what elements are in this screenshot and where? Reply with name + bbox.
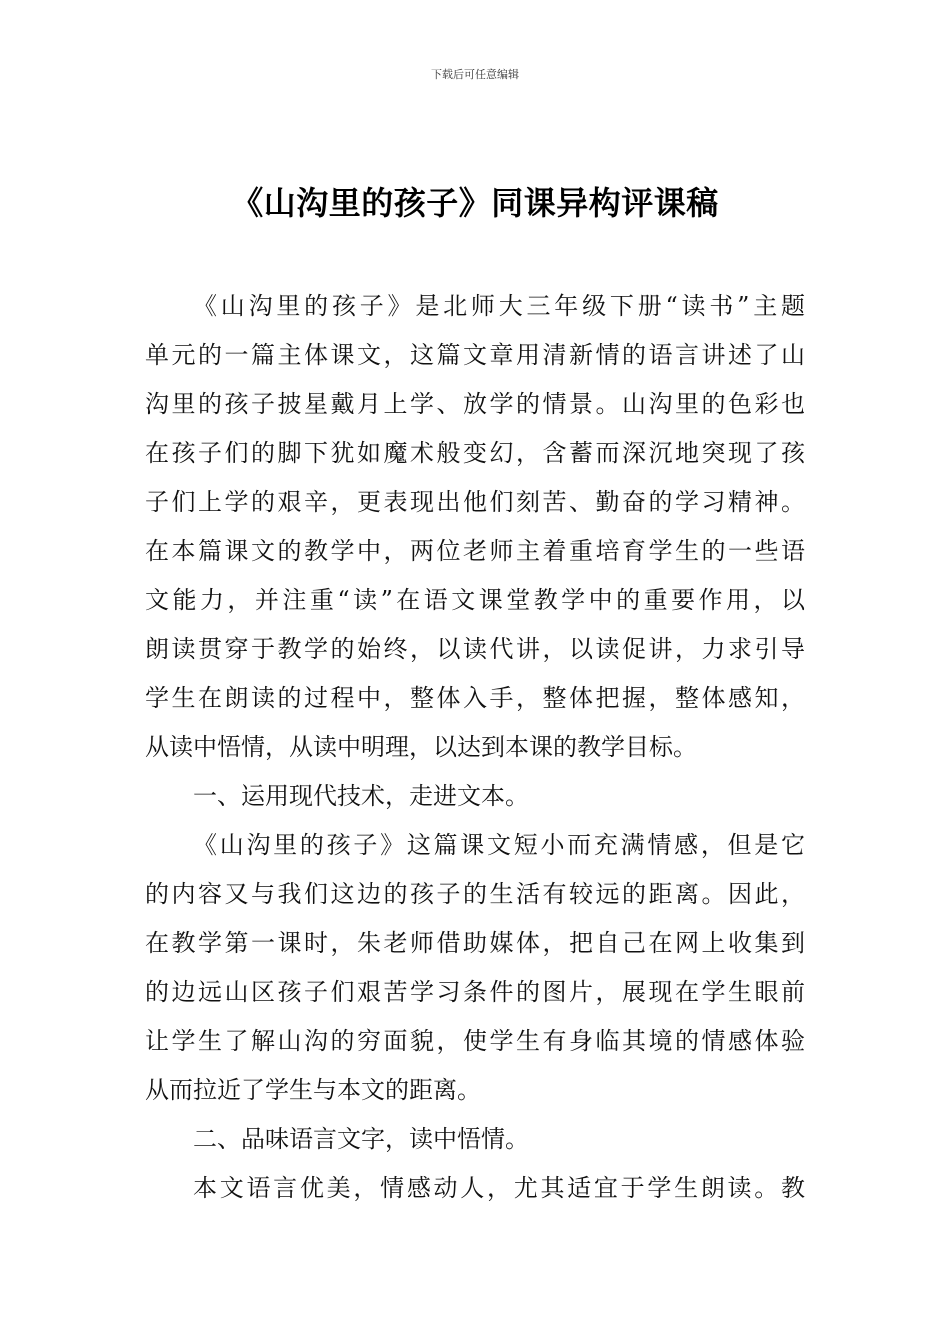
- text-line: 从而拉近了学生与本文的距离。: [145, 1076, 481, 1104]
- text-line: 从读中悟情，从读中明理，以达到本课的教学目标。: [145, 733, 697, 761]
- text-line: 本文语言优美，情感动人，尤其适宜于学生朗读。教: [193, 1174, 805, 1202]
- text-line: 在孩子们的脚下犹如魔术般变幻，含蓄而深沉地突现了孩: [145, 439, 805, 467]
- text-line: 单元的一篇主体课文，这篇文章用清新情的语言讲述了山: [145, 341, 805, 369]
- text-line: 朗读贯穿于教学的始终，以读代讲，以读促讲，力求引导: [145, 635, 805, 663]
- text-line: 的边远山区孩子们艰苦学习条件的图片，展现在学生眼前: [145, 978, 805, 1006]
- section-heading: 一、运用现代技术，走进文本。: [193, 782, 529, 810]
- text-line: 《山沟里的孩子》是北师大三年级下册“读书”主题: [193, 292, 805, 320]
- text-line: 《山沟里的孩子》这篇课文短小而充满情感，但是它: [193, 831, 805, 859]
- text-line: 学生在朗读的过程中，整体入手，整体把握，整体感知，: [145, 684, 805, 712]
- document-body: [145, 282, 805, 1213]
- text-line: 在本篇课文的教学中，两位老师主着重培育学生的一些语: [145, 537, 805, 565]
- text-line: 子们上学的艰辛，更表现出他们刻苦、勤奋的学习精神。: [145, 488, 805, 516]
- text-line: 让学生了解山沟的穷面貌，使学生有身临其境的情感体验: [145, 1027, 805, 1055]
- header-note: 下载后可任意编辑: [431, 68, 519, 81]
- document-title: 《山沟里的孩子》同课异构评课稿: [231, 184, 719, 222]
- text-line: 在教学第一课时，朱老师借助媒体，把自己在网上收集到: [145, 929, 805, 957]
- text-line: 沟里的孩子披星戴月上学、放学的情景。山沟里的色彩也: [145, 390, 805, 418]
- section-heading: 二、品味语言文字，读中悟情。: [193, 1125, 529, 1153]
- text-line: 的内容又与我们这边的孩子的生活有较远的距离。因此，: [145, 880, 805, 908]
- text-line: 文能力，并注重“读”在语文课堂教学中的重要作用，以: [145, 586, 805, 614]
